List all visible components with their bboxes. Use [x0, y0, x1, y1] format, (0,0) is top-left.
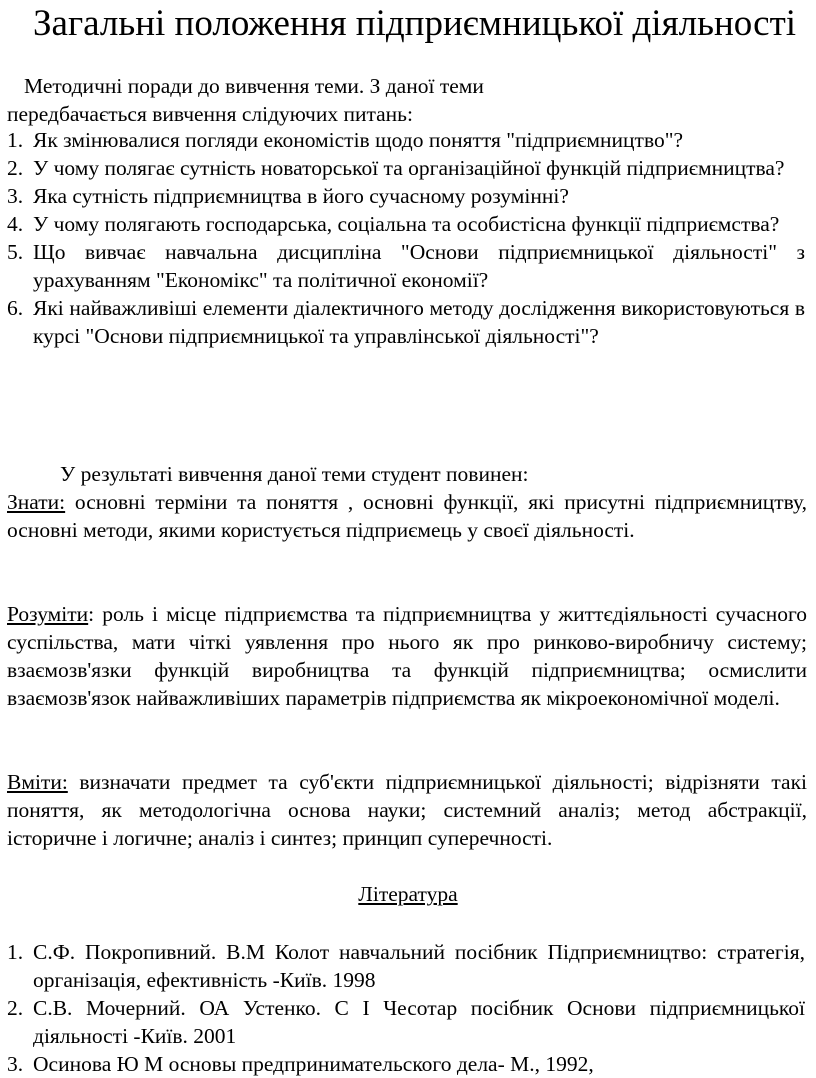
list-item-text: У чому полягають господарська, соціальна та особистісна функції підприємства?	[33, 212, 780, 236]
list-item-number: 2.	[7, 996, 24, 1020]
list-item-text: Яка сутність підприємництва в його сучасному розумінні?	[33, 184, 569, 208]
list-item-number: 4.	[7, 212, 24, 236]
list-item	[7, 238, 805, 294]
list-item	[7, 154, 805, 182]
page-title: Загальні положення підприємницької діяльності	[33, 3, 797, 44]
list-item-number: 3.	[7, 184, 24, 208]
list-item-text: Як змінювалися погляди економістів щодо поняття "підприємництво"?	[33, 128, 684, 152]
skills-paragraph	[7, 768, 807, 852]
list-item	[7, 126, 805, 154]
know-label: Знати:	[7, 490, 66, 514]
skills-label: Вміти:	[7, 770, 68, 794]
list-item-text: У чому полягає сутність новаторської та організаційної функцій підприємництва?	[33, 156, 785, 180]
list-item	[7, 994, 805, 1050]
understand-label: Розуміти	[7, 602, 89, 626]
list-item	[7, 210, 805, 238]
list-item	[7, 294, 805, 350]
skills-text: визначати предмет та суб'єкти підприємницької діяльності; відрізняти такі поняття, як методологічна основа науки; системний аналіз; метод абстракції, історичне і логичне; аналіз і синтез; принцип суперечності.	[7, 770, 807, 850]
understand-text: : роль і місце підприємства та підприємництва у життєдіяльності сучасного суспільства, мати чіткі уявлення про нього як про ринково-виробничу систему; взаємозв'язки функцій виробництва та функцій підприємництва; осмислити взаємозв'язок найважливіших параметрів підприємства як мікроекономічної моделі.	[7, 602, 807, 710]
intro-line-2: передбачається вивчення слідуючих питань:	[7, 102, 413, 126]
list-item-text: С.Ф. Покропивний. В.М Колот навчальний посібник Підприємництво: стратегія, організація, ефективність -Київ. 1998	[33, 940, 805, 992]
list-item	[7, 1050, 805, 1078]
result-intro: У результаті вивчення даної теми студент повинен:	[60, 462, 529, 486]
intro-line-1: Методичні поради до вивчення теми. З даної теми	[24, 74, 484, 98]
list-item-number: 6.	[7, 296, 24, 320]
know-paragraph	[7, 488, 807, 544]
literature-list	[7, 938, 805, 1078]
list-item-text: Що вивчає навчальна дисципліна "Основи підприємницької діяльності" з урахуванням "Економікс" та політичної економії?	[33, 240, 805, 292]
questions-list	[7, 126, 805, 350]
list-item-text: Осинова Ю М основы предпринимательского дела- М., 1992,	[33, 1052, 594, 1076]
list-item-number: 1.	[7, 940, 24, 964]
list-item-number: 1.	[7, 128, 24, 152]
list-item-text: Які найважливіші елементи діалектичного методу дослідження використовуються в курсі "Основи підприємницької та управлінської діяльності"?	[33, 296, 805, 348]
know-text: основні терміни та поняття , основні функції, які присутні підприємництву, основні методи, якими користується підприємець у своєї діяльності.	[7, 490, 807, 542]
list-item	[7, 938, 805, 994]
understand-paragraph	[7, 600, 807, 712]
literature-heading	[0, 880, 816, 908]
list-item-text: С.В. Мочерний. ОА Устенко. С І Чесотар посібник Основи підприємницької діяльності -Київ. 2001	[33, 996, 805, 1048]
list-item-number: 3.	[7, 1052, 24, 1076]
literature-heading-text: Література	[358, 882, 458, 906]
list-item-number: 5.	[7, 240, 24, 264]
list-item	[7, 182, 805, 210]
list-item-number: 2.	[7, 156, 24, 180]
